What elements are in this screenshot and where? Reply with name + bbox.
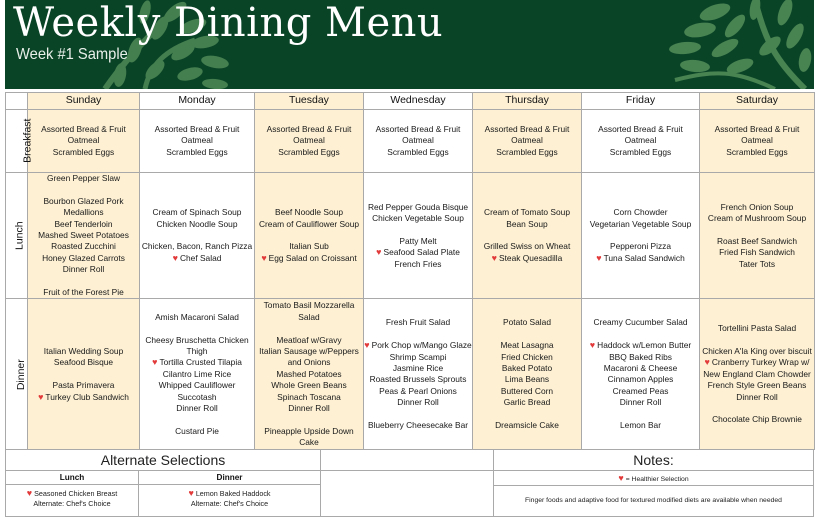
menu-cell xyxy=(473,173,582,299)
heart-icon: ♥ xyxy=(589,340,596,351)
alternate-lunch-item xyxy=(6,488,138,499)
menu-item: Oatmeal xyxy=(402,135,434,146)
menu-item: ♥ Steak Quesadilla xyxy=(491,252,563,263)
menu-item: Cilantro Lime Rice xyxy=(162,368,232,379)
spacer xyxy=(582,329,699,340)
menu-item: Cheesy Bruschetta Chicken Thigh xyxy=(145,334,249,356)
menu-item: Cream of Tomato Soup xyxy=(484,207,570,218)
menu-item: Scrambled Eggs xyxy=(609,146,672,157)
menu-cell xyxy=(473,110,582,173)
menu-item: Creamy Cucumber Salad xyxy=(593,317,688,328)
heart-icon: ♥ xyxy=(704,357,710,368)
spacer xyxy=(364,224,472,235)
menu-item: Dinner Roll xyxy=(736,391,778,402)
menu-item: Tortellini Pasta Salad xyxy=(717,323,797,334)
menu-item: Oatmeal xyxy=(741,135,773,146)
menu-item: Shrimp Scampi xyxy=(389,351,447,362)
menu-item: Bean Soup xyxy=(506,218,548,229)
spacer xyxy=(364,409,472,420)
heart-icon: ♥ xyxy=(491,252,497,263)
menu-item: Oatmeal xyxy=(624,135,657,146)
menu-item: Oatmeal xyxy=(293,135,325,146)
menu-cell xyxy=(582,173,700,299)
meal-label-text: Lunch xyxy=(13,221,26,251)
menu-item: Whipped Cauliflower xyxy=(158,380,236,391)
spacer xyxy=(255,323,363,334)
spacer xyxy=(28,276,139,287)
day-header-wednesday: Wednesday xyxy=(364,93,473,110)
menu-item: Assorted Bread & Fruit xyxy=(598,123,683,134)
menu-item: Meatloaf w/Gravy xyxy=(276,334,342,345)
menu-item: ♥ Egg Salad on Croissant xyxy=(261,252,357,263)
menu-cell xyxy=(700,173,815,299)
menu-item: Whole Green Beans xyxy=(271,380,347,391)
menu-item: Corn Chowder xyxy=(613,207,668,218)
day-header-saturday: Saturday xyxy=(700,93,815,110)
menu-item: French Fries xyxy=(394,258,442,269)
breakfast-row xyxy=(6,110,815,173)
menu-item: Roast Beef Sandwich xyxy=(716,235,798,246)
menu-item: Baked Potato xyxy=(501,363,553,374)
menu-item: Chicken Vegetable Soup xyxy=(372,212,464,223)
menu-item: Pasta Primavera xyxy=(52,380,115,391)
menu-cell xyxy=(582,299,700,450)
menu-cell xyxy=(140,110,255,173)
menu-item: Chocolate Chip Brownie xyxy=(712,414,802,425)
menu-item: Garlic Bread xyxy=(503,397,551,408)
menu-item: Scrambled Eggs xyxy=(387,146,449,157)
menu-item: Assorted Bread & Fruit xyxy=(375,123,461,134)
heart-icon: ♥ xyxy=(188,488,194,498)
meal-label-lunch xyxy=(6,173,28,299)
menu-item: Vegetarian Vegetable Soup xyxy=(589,218,692,229)
menu-cell xyxy=(255,110,364,173)
menu-item: Spinach Toscana xyxy=(277,391,341,402)
menu-item: Assorted Bread & Fruit xyxy=(484,123,570,134)
blank-cell xyxy=(320,449,494,471)
menu-item: Scrambled Eggs xyxy=(278,146,340,157)
menu-cell xyxy=(582,110,700,173)
menu-item: Dinner Roll xyxy=(62,264,105,275)
menu-cell xyxy=(364,110,473,173)
menu-item: Fried Fish Sandwich xyxy=(719,247,795,258)
weekly-menu-table xyxy=(5,92,815,450)
spacer xyxy=(140,414,254,425)
menu-item: ♥ Tuna Salad Sandwich xyxy=(596,252,685,263)
menu-item: French Onion Soup xyxy=(720,201,794,212)
menu-item: Pepperoni Pizza xyxy=(610,241,671,252)
menu-item: Macaroni & Cheese xyxy=(603,363,678,374)
menu-cell xyxy=(140,173,255,299)
menu-item: Beef Noodle Soup xyxy=(275,207,343,218)
menu-cell xyxy=(140,299,255,450)
menu-item: ♥ Pork Chop w/Mango Glaze xyxy=(364,340,472,351)
spacer xyxy=(364,329,472,340)
menu-item: Lemon Bar xyxy=(620,420,661,431)
menu-item: Honey Glazed Carrots xyxy=(42,252,125,263)
heart-icon: ♥ xyxy=(261,252,267,263)
menu-item: Chicken Noodle Soup xyxy=(156,218,238,229)
day-header-sunday: Sunday xyxy=(28,93,140,110)
menu-item: Oatmeal xyxy=(511,135,543,146)
meal-label-breakfast xyxy=(6,110,34,173)
menu-item: Meat Lasagna xyxy=(500,340,554,351)
menu-cell xyxy=(364,299,473,450)
heart-icon: ♥ xyxy=(172,252,178,263)
page-subtitle: Week #1 Sample xyxy=(16,46,128,63)
spacer xyxy=(473,409,581,420)
alternate-lunch-cell xyxy=(5,484,139,517)
menu-item: Blueberry Cheesecake Bar xyxy=(367,420,469,431)
menu-item: Bourbon Glazed Pork Medallions xyxy=(43,195,124,218)
menu-item: ♥ Cranberry Turkey Wrap w/ New England Clam Chowder xyxy=(703,357,811,379)
menu-item: Assorted Bread & Fruit xyxy=(41,123,126,134)
menu-item: Dreamsicle Cake xyxy=(495,420,559,431)
spacer xyxy=(700,335,814,346)
menu-item: Italian Sub xyxy=(289,241,329,252)
menu-item: Potato Salad xyxy=(503,317,551,328)
spacer xyxy=(140,323,254,334)
alternate-selections-title: Alternate Selections xyxy=(5,449,321,471)
menu-item: Dinner Roll xyxy=(176,402,218,413)
menu-item: Tater Tots xyxy=(738,258,776,269)
alternate-lunch-alt: Alternate: Chef's Choice xyxy=(33,499,111,508)
menu-item: Italian Sausage w/Peppers and Onions xyxy=(259,345,359,368)
notes-title: Notes: xyxy=(493,449,814,471)
footer-section xyxy=(5,449,814,517)
heart-icon: ♥ xyxy=(152,357,158,368)
menu-cell xyxy=(473,299,582,450)
menu-item: Fried Chicken xyxy=(501,351,553,362)
menu-item: Cream of Mushroom Soup xyxy=(707,212,807,223)
day-header-monday: Monday xyxy=(140,93,255,110)
header-banner xyxy=(5,0,814,89)
day-header-tuesday: Tuesday xyxy=(255,93,364,110)
spacer xyxy=(255,230,363,241)
menu-item: ♥ Turkey Club Sandwich xyxy=(38,391,129,402)
lunch-row xyxy=(6,173,815,299)
meal-label-dinner xyxy=(6,299,28,450)
menu-item: Fruit of the Forest Pie xyxy=(43,287,124,298)
menu-item: Grilled Swiss on Wheat xyxy=(483,241,571,252)
heart-icon: ♥ xyxy=(596,252,602,263)
alternate-lunch-item-text: Seasoned Chicken Breast xyxy=(34,489,118,498)
menu-item: ♥ Seafood Salad Plate xyxy=(376,247,460,258)
menu-item: Lima Beans xyxy=(504,374,550,385)
heart-icon: ♥ xyxy=(618,473,624,483)
menu-cell xyxy=(700,110,815,173)
menu-cell xyxy=(364,173,473,299)
menu-item: Chicken A'la King over biscuit xyxy=(702,345,812,356)
menu-item: Assorted Bread & Fruit xyxy=(154,123,240,134)
menu-item: Roasted Brussels Sprouts xyxy=(369,374,467,385)
menu-item: Seafood Bisque xyxy=(53,357,114,368)
menu-item: Creamed Peas xyxy=(612,385,669,396)
menu-item: Pineapple Upside Down Cake xyxy=(264,425,354,448)
menu-item: Jasmine Rice xyxy=(392,363,444,374)
spacer xyxy=(28,369,139,380)
menu-item: Amish Macaroni Salad xyxy=(155,311,239,322)
menu-item: Mashed Sweet Potatoes xyxy=(38,230,129,241)
alternate-dinner-item-text: Lemon Baked Haddock xyxy=(195,489,271,498)
menu-cell xyxy=(255,173,364,299)
alternate-lunch-header: Lunch xyxy=(5,470,139,485)
menu-item: Cream of Cauliflower Soup xyxy=(258,218,360,229)
menu-item: Assorted Bread & Fruit xyxy=(266,123,352,134)
menu-item: Green Pepper Slaw xyxy=(46,173,121,183)
menu-item: Buttered Corn xyxy=(500,385,554,396)
menu-cell xyxy=(28,299,140,450)
day-header-row xyxy=(6,93,815,110)
alternate-dinner-item xyxy=(139,488,320,499)
heart-icon: ♥ xyxy=(376,247,382,258)
spacer xyxy=(28,184,139,195)
day-header-friday: Friday xyxy=(582,93,700,110)
menu-item: Oatmeal xyxy=(67,135,100,146)
blank-cell xyxy=(320,470,494,517)
alternate-dinner-cell xyxy=(138,484,321,517)
spacer xyxy=(700,403,814,414)
notes-legend xyxy=(493,470,814,486)
menu-item: Patty Melt xyxy=(399,235,437,246)
spacer xyxy=(582,409,699,420)
menu-item: Dinner Roll xyxy=(397,397,439,408)
spacer xyxy=(582,230,699,241)
spacer xyxy=(473,230,581,241)
menu-item: ♥ Haddock w/Lemon Butter xyxy=(589,340,692,351)
alternate-dinner-header: Dinner xyxy=(138,470,321,485)
menu-cell xyxy=(28,110,140,173)
tree-leaves-decoration-icon xyxy=(655,0,814,89)
corner-cell xyxy=(6,93,28,110)
menu-item: BBQ Baked Ribs xyxy=(609,351,672,362)
menu-cell xyxy=(255,299,364,450)
menu-cell xyxy=(28,173,140,299)
menu-item: Italian Wedding Soup xyxy=(43,345,124,356)
menu-item: ♥ Chef Salad xyxy=(172,252,222,263)
menu-item: Cinnamon Apples xyxy=(607,374,674,385)
menu-item: Succotash xyxy=(177,391,217,402)
menu-item: Custard Pie xyxy=(175,425,219,436)
menu-item: Assorted Bread & Fruit xyxy=(714,123,800,134)
heart-icon: ♥ xyxy=(26,488,33,498)
menu-item: Scrambled Eggs xyxy=(166,146,228,157)
menu-item: Red Pepper Gouda Bisque xyxy=(367,201,469,212)
menu-item: Dinner Roll xyxy=(619,397,662,408)
notes-legend-text: = Healthier Selection xyxy=(625,476,689,483)
spacer xyxy=(140,230,254,241)
menu-item: Chicken, Bacon, Ranch Pizza xyxy=(141,241,253,252)
spacer xyxy=(255,414,363,425)
menu-item: Scrambled Eggs xyxy=(726,146,788,157)
menu-item: Dinner Roll xyxy=(288,402,330,413)
heart-icon: ♥ xyxy=(38,391,44,402)
menu-item: Peas & Pearl Onions xyxy=(379,385,457,396)
dinner-row xyxy=(6,299,815,450)
spacer xyxy=(700,224,814,235)
alternate-dinner-alt: Alternate: Chef's Choice xyxy=(190,499,269,508)
menu-item: Scrambled Eggs xyxy=(496,146,558,157)
spacer xyxy=(473,329,581,340)
page-title: Weekly Dining Menu xyxy=(13,0,444,46)
menu-item: ♥ Tortilla Crusted Tilapia xyxy=(152,357,242,368)
menu-item: French Style Green Beans xyxy=(707,380,807,391)
heart-icon: ♥ xyxy=(364,340,370,351)
menu-item: Oatmeal xyxy=(181,135,213,146)
menu-cell xyxy=(700,299,815,450)
menu-item: Fresh Fruit Salad xyxy=(385,317,451,328)
menu-item: Roasted Zucchini xyxy=(51,241,116,252)
menu-item: Scrambled Eggs xyxy=(52,146,115,157)
menu-item: Tomato Basil Mozzarella Salad xyxy=(263,300,355,322)
menu-item: Mashed Potatoes xyxy=(276,368,342,379)
menu-item: Cream of Spinach Soup xyxy=(152,207,242,218)
notes-text: Finger foods and adaptive food for textured modified diets are available when needed xyxy=(493,485,814,517)
meal-label-text: Breakfast xyxy=(21,118,34,164)
meal-label-text: Dinner xyxy=(14,358,27,390)
menu-item: Beef Tenderloin xyxy=(54,218,113,229)
day-header-thursday: Thursday xyxy=(473,93,582,110)
